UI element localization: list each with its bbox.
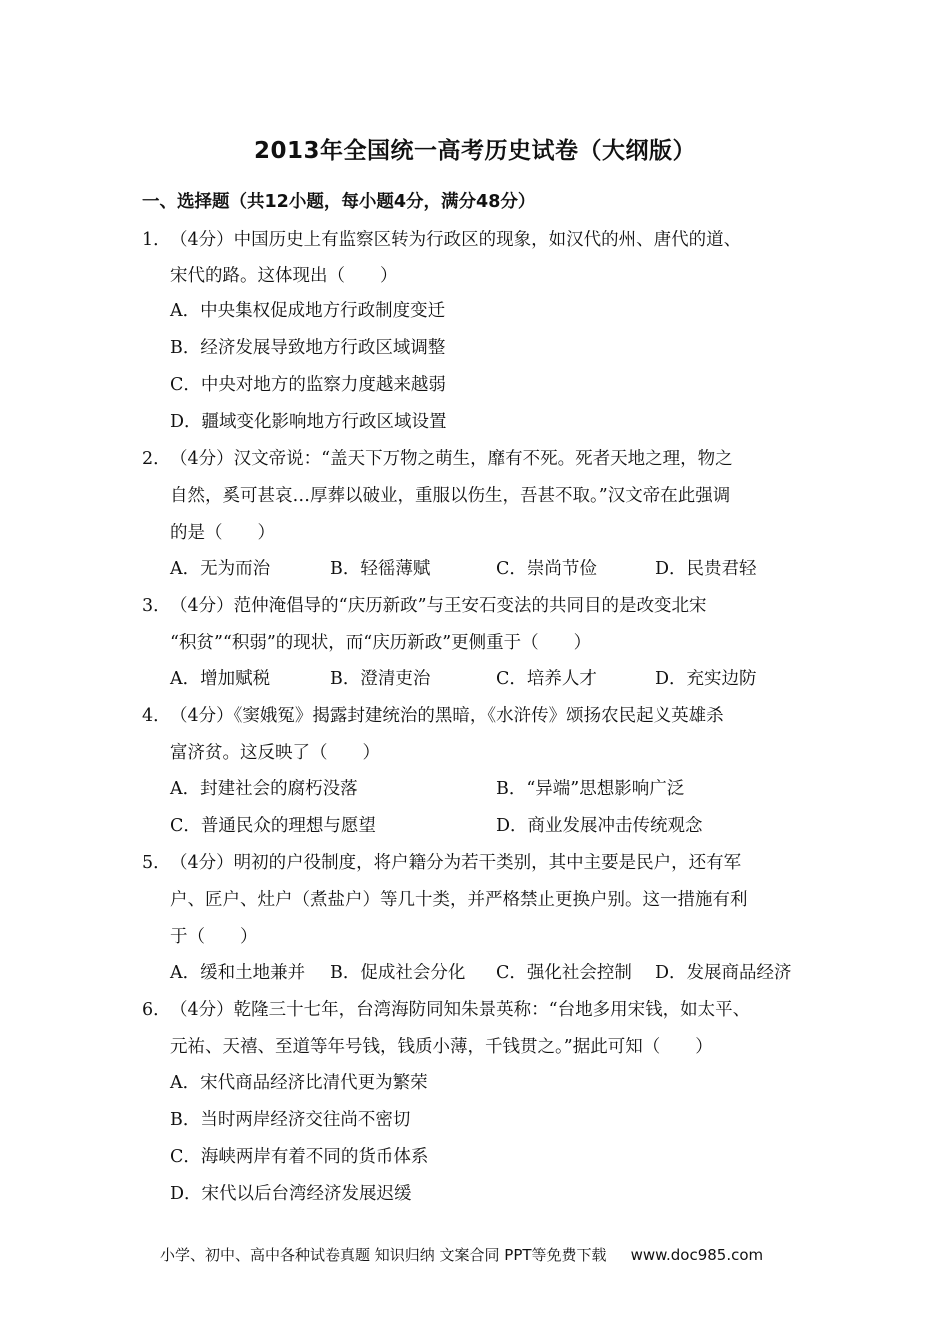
question-1-line-2: 宋代的路。这体现出（ ） — [170, 266, 398, 286]
question-4-option-a: A．封建社会的腐朽没落 — [170, 779, 358, 799]
question-2-option-c: C．崇尚节俭 — [496, 559, 597, 579]
question-5-line-3: 于（ ） — [170, 927, 258, 947]
question-1-option-b: B．经济发展导致地方行政区域调整 — [170, 338, 446, 358]
question-5-option-a: A．缓和土地兼并 — [170, 963, 306, 983]
question-5-line-1: （4分）明初的户役制度，将户籍分为若干类别，其中主要是民户，还有军 — [170, 853, 742, 873]
question-6-option-d: D．宋代以后台湾经济发展迟缓 — [170, 1184, 412, 1204]
question-5-option-b: B．促成社会分化 — [330, 963, 466, 983]
question-4-line-1: （4分）《窦娥冤》揭露封建统治的黑暗，《水浒传》颂扬农民起义英雄杀 — [170, 706, 724, 726]
page-title: 2013年全国统一高考历史试卷（大纲版） — [253, 138, 696, 164]
footer-url[interactable]: www.doc985.com — [630, 1246, 764, 1264]
question-1-option-a: A．中央集权促成地方行政制度变迁 — [170, 301, 446, 321]
question-3-option-d: D．充实边防 — [655, 669, 757, 689]
question-5-number: 5． — [142, 853, 171, 873]
question-3-line-2: “积贫”“积弱”的现状，而“庆历新政”更侧重于（ ） — [170, 633, 592, 653]
question-2-number: 2． — [142, 449, 171, 469]
question-4-option-d: D．商业发展冲击传统观念 — [496, 816, 703, 836]
question-4-number: 4． — [142, 706, 171, 726]
question-6-option-a: A．宋代商品经济比清代更为繁荣 — [170, 1073, 428, 1093]
question-2-line-3: 的是（ ） — [170, 523, 275, 543]
footer-text: 小学、初中、高中各种试卷真题 知识归纳 文案合同 PPT等免费下载 — [160, 1246, 607, 1264]
question-6-line-2: 元祐、天禧、至道等年号钱，钱质小薄，千钱贯之。”据此可知（ ） — [170, 1037, 713, 1057]
question-2-line-2: 自然，奚可甚哀…厚葬以破业，重服以伤生，吾甚不取。”汉文帝在此强调 — [170, 486, 731, 506]
page-footer — [160, 1244, 763, 1265]
question-3-number: 3． — [142, 596, 171, 616]
question-2-option-a: A．无为而治 — [170, 559, 271, 579]
question-6-line-1: （4分）乾隆三十七年，台湾海防同知朱景英称：“台地多用宋钱，如太平、 — [170, 1000, 751, 1020]
question-6-number: 6． — [142, 1000, 171, 1020]
question-3-option-a: A．增加赋税 — [170, 669, 271, 689]
question-2-line-1: （4分）汉文帝说：“盖天下万物之萌生，靡有不死。死者天地之理，物之 — [170, 449, 733, 469]
question-3-option-c: C．培养人才 — [496, 669, 597, 689]
question-3-line-1: （4分）范仲淹倡导的“庆历新政”与王安石变法的共同目的是改变北宋 — [170, 596, 707, 616]
question-5-option-c: C．强化社会控制 — [496, 963, 632, 983]
question-6-option-c: C．海峡两岸有着不同的货币体系 — [170, 1147, 429, 1167]
question-1-option-d: D．疆域变化影响地方行政区域设置 — [170, 412, 447, 432]
question-5-option-d: D．发展商品经济 — [655, 963, 792, 983]
question-1-number: 1． — [142, 230, 171, 250]
question-2-option-d: D．民贵君轻 — [655, 559, 757, 579]
question-5-line-2: 户、匠户、灶户（煮盐户）等几十类，并严格禁止更换户别。这一措施有利 — [170, 890, 748, 910]
section-heading: 一、选择题（共12小题，每小题4分，满分48分） — [142, 192, 536, 212]
question-4-option-b: B．“异端”思想影响广泛 — [496, 779, 685, 799]
question-4-option-c: C．普通民众的理想与愿望 — [170, 816, 376, 836]
question-3-option-b: B．澄清吏治 — [330, 669, 431, 689]
question-1-line-1: （4分）中国历史上有监察区转为行政区的现象，如汉代的州、唐代的道、 — [170, 230, 742, 250]
question-6-option-b: B．当时两岸经济交往尚不密切 — [170, 1110, 411, 1130]
question-4-line-2: 富济贫。这反映了（ ） — [170, 743, 380, 763]
question-2-option-b: B．轻徭薄赋 — [330, 559, 431, 579]
question-1-option-c: C．中央对地方的监察力度越来越弱 — [170, 375, 446, 395]
